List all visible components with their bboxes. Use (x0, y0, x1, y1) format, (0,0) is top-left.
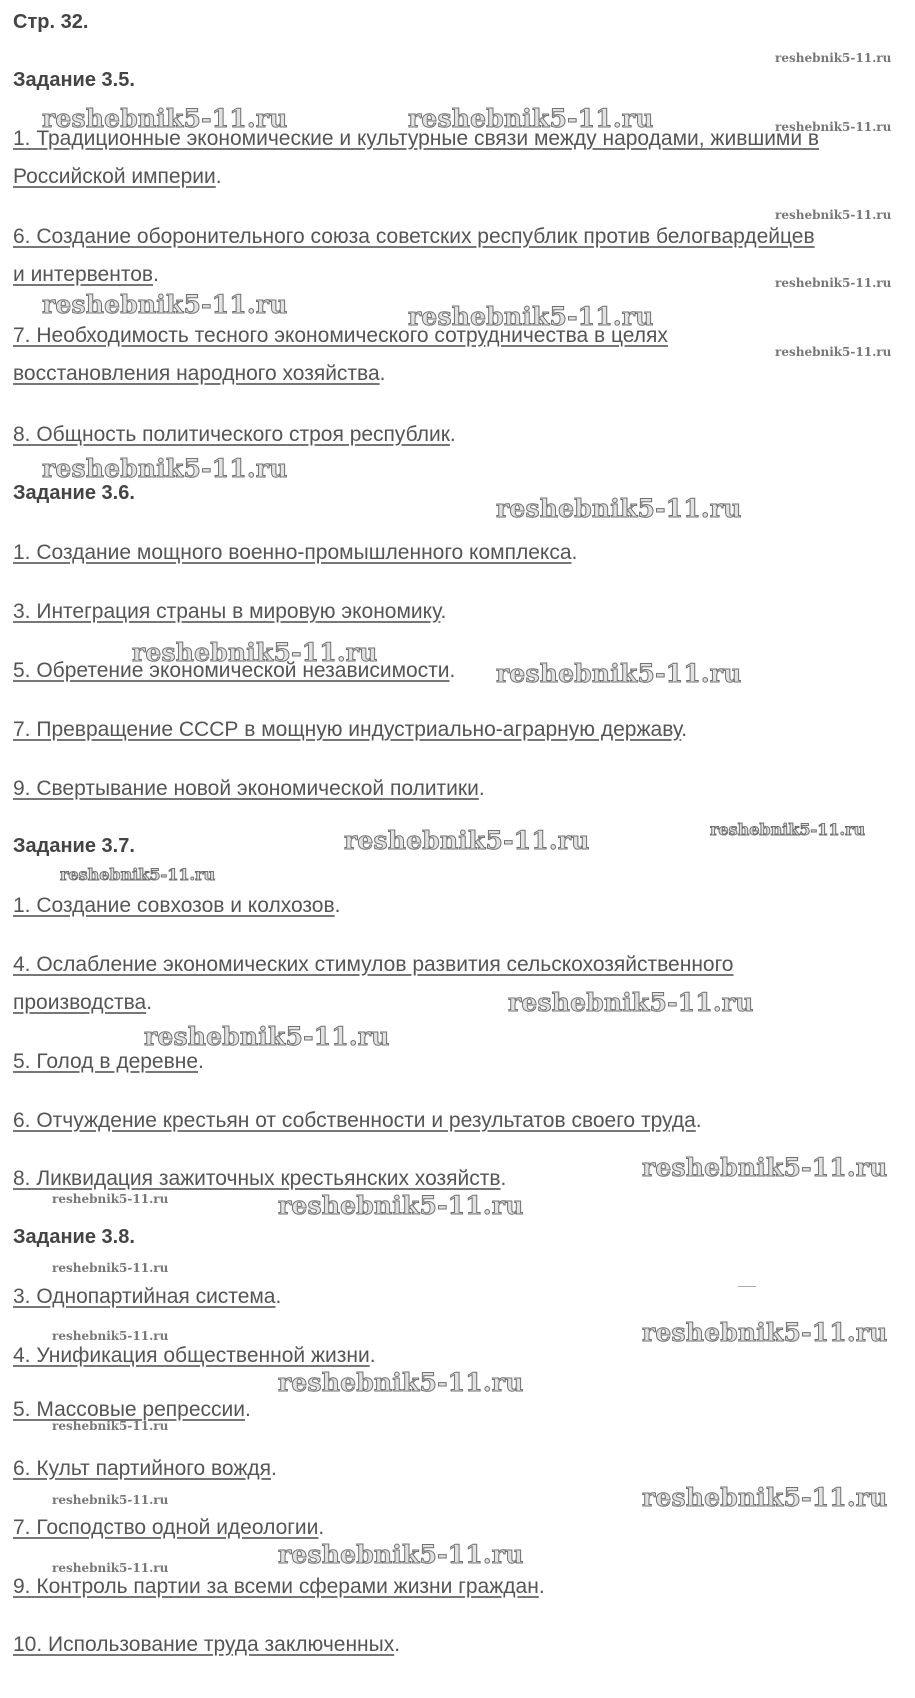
watermark: reshebnik5-11.ru (642, 1318, 888, 1347)
answer-end: . (275, 1285, 282, 1308)
answer-text: 6. Отчуждение крестьян от собственности и результатов своего труда (13, 1109, 696, 1132)
answer-end: . (449, 423, 456, 446)
answer-end: . (394, 1633, 401, 1656)
answer-item (13, 1399, 251, 1420)
answer-item (13, 660, 455, 681)
watermark: reshebnik5-11.ru (52, 1329, 169, 1343)
answer-end: . (369, 1344, 376, 1367)
answer-text-line2: производства (13, 991, 147, 1014)
task-title-3-8: Задание 3.8. (13, 1226, 135, 1248)
answer-item (13, 1345, 376, 1366)
answer-text-line2: восстановления народного хозяйства (13, 362, 380, 385)
answer-item (13, 542, 577, 563)
watermark: reshebnik5-11.ru (42, 454, 288, 483)
watermark: reshebnik5-11.ru (52, 1192, 169, 1206)
answer-text-line2: и интервентов (13, 263, 154, 286)
answer-item (13, 1576, 545, 1597)
answer-item (13, 1110, 702, 1131)
task-title-3-7: Задание 3.7. (13, 835, 135, 857)
answer-item (13, 719, 687, 740)
answer-item (13, 778, 485, 799)
answer-end: . (538, 1575, 545, 1598)
watermark: reshebnik5-11.ru (52, 1493, 169, 1507)
answer-text: 7. Превращение СССР в мощную индустриально-аграрную державу (13, 718, 682, 741)
answer-item (13, 895, 340, 916)
watermark: reshebnik5-11.ru (144, 1022, 390, 1051)
answer-item (13, 128, 819, 149)
answer-item (13, 1168, 506, 1189)
answer-item-continuation (13, 363, 386, 384)
watermark: reshebnik5-11.ru (52, 1561, 169, 1575)
answer-text: 5. Массовые репрессии (13, 1398, 245, 1421)
answer-end: . (334, 894, 341, 917)
watermark: reshebnik5-11.ru (132, 638, 378, 667)
answer-end: . (153, 263, 159, 286)
answer-text: 5. Обретение экономической независимости (13, 659, 450, 682)
watermark: reshebnik5-11.ru (278, 1540, 524, 1569)
answer-end: . (449, 659, 456, 682)
answer-text: 9. Контроль партии за всеми сферами жизни граждан (13, 1575, 539, 1598)
watermark: reshebnik5-11.ru (642, 1153, 888, 1182)
answer-text: 4. Унификация общественной жизни (13, 1344, 370, 1367)
watermark: reshebnik5-11.ru (42, 290, 288, 319)
answer-item (13, 424, 456, 445)
watermark: reshebnik5-11.ru (642, 1483, 888, 1512)
watermark: reshebnik5-11.ru (775, 51, 892, 65)
answer-text-line2: Российской империи (13, 165, 216, 188)
watermark: reshebnik5-11.ru (278, 1368, 524, 1397)
stray-dash (738, 1286, 756, 1287)
answer-text: 8. Ликвидация зажиточных крестьянских хозяйств (13, 1167, 501, 1190)
watermark: reshebnik5-11.ru (344, 826, 590, 855)
answer-text: 3. Интеграция страны в мировую экономику (13, 600, 441, 623)
answer-item (13, 325, 668, 346)
answer-end: . (318, 1516, 325, 1539)
answer-end: . (271, 1457, 277, 1480)
watermark: reshebnik5-11.ru (710, 820, 866, 839)
answer-item (13, 1634, 400, 1655)
answer-end: . (500, 1167, 507, 1190)
watermark: reshebnik5-11.ru (42, 104, 288, 133)
task-title-3-5: Задание 3.5. (13, 69, 135, 91)
answer-item-continuation (13, 264, 159, 285)
task-title-3-6: Задание 3.6. (13, 482, 135, 504)
answer-item (13, 1458, 277, 1479)
answer-end: . (681, 718, 688, 741)
watermark: reshebnik5-11.ru (60, 865, 216, 884)
answer-text: 1. Создание совхозов и колхозов (13, 894, 335, 917)
answer-item-continuation (13, 166, 222, 187)
answer-text: 8. Общность политического строя республик (13, 423, 450, 446)
watermark: reshebnik5-11.ru (278, 1191, 524, 1220)
watermark: reshebnik5-11.ru (775, 276, 892, 290)
answer-end: . (215, 165, 222, 188)
answer-text: 6. Культ партийного вождя (13, 1457, 271, 1480)
watermark: reshebnik5-11.ru (496, 494, 742, 523)
watermark: reshebnik5-11.ru (775, 120, 892, 134)
answer-end: . (198, 1050, 204, 1073)
answer-item-continuation (13, 992, 152, 1013)
answer-item (13, 1517, 324, 1538)
watermark: reshebnik5-11.ru (52, 1261, 169, 1275)
answer-end: . (244, 1398, 251, 1421)
answer-item (13, 601, 446, 622)
answer-end: . (478, 777, 485, 800)
answer-text: 9. Свертывание новой экономической политики (13, 777, 479, 800)
watermark: reshebnik5-11.ru (408, 104, 654, 133)
answer-end: . (571, 541, 578, 564)
answer-end: . (146, 991, 153, 1014)
watermark: reshebnik5-11.ru (408, 302, 654, 331)
watermark: reshebnik5-11.ru (775, 345, 892, 359)
answer-end: . (379, 362, 386, 385)
answer-text: 1. Создание мощного военно-промышленного комплекса (13, 541, 572, 564)
watermark: reshebnik5-11.ru (775, 208, 892, 222)
answer-end: . (695, 1109, 702, 1132)
answer-item (13, 954, 733, 975)
answer-text: 7. Господство одной идеологии (13, 1516, 319, 1539)
answer-item (13, 1286, 281, 1307)
answer-text-line1: 1. Традиционные экономические и культурные связи между народами, жившими в (13, 127, 820, 150)
answer-text: 5. Голод в деревне (13, 1050, 199, 1073)
answer-text-line1: 7. Необходимость тесного экономического сотрудничества в целях (13, 324, 668, 347)
answer-end: . (440, 600, 447, 623)
watermark: reshebnik5-11.ru (52, 1419, 169, 1433)
answer-text-line1: 6. Создание оборонительного союза советских республик против белогвардейцев (13, 225, 815, 248)
watermark: reshebnik5-11.ru (496, 659, 742, 688)
answer-item (13, 1051, 204, 1072)
watermark: reshebnik5-11.ru (508, 988, 754, 1017)
answer-text: 10. Использование труда заключенных (13, 1633, 395, 1656)
answer-text: 3. Однопартийная система (13, 1285, 276, 1308)
answer-text-line1: 4. Ослабление экономических стимулов развития сельскохозяйственного (13, 953, 734, 976)
answer-item (13, 226, 815, 247)
page-number: Стр. 32. (13, 11, 89, 33)
